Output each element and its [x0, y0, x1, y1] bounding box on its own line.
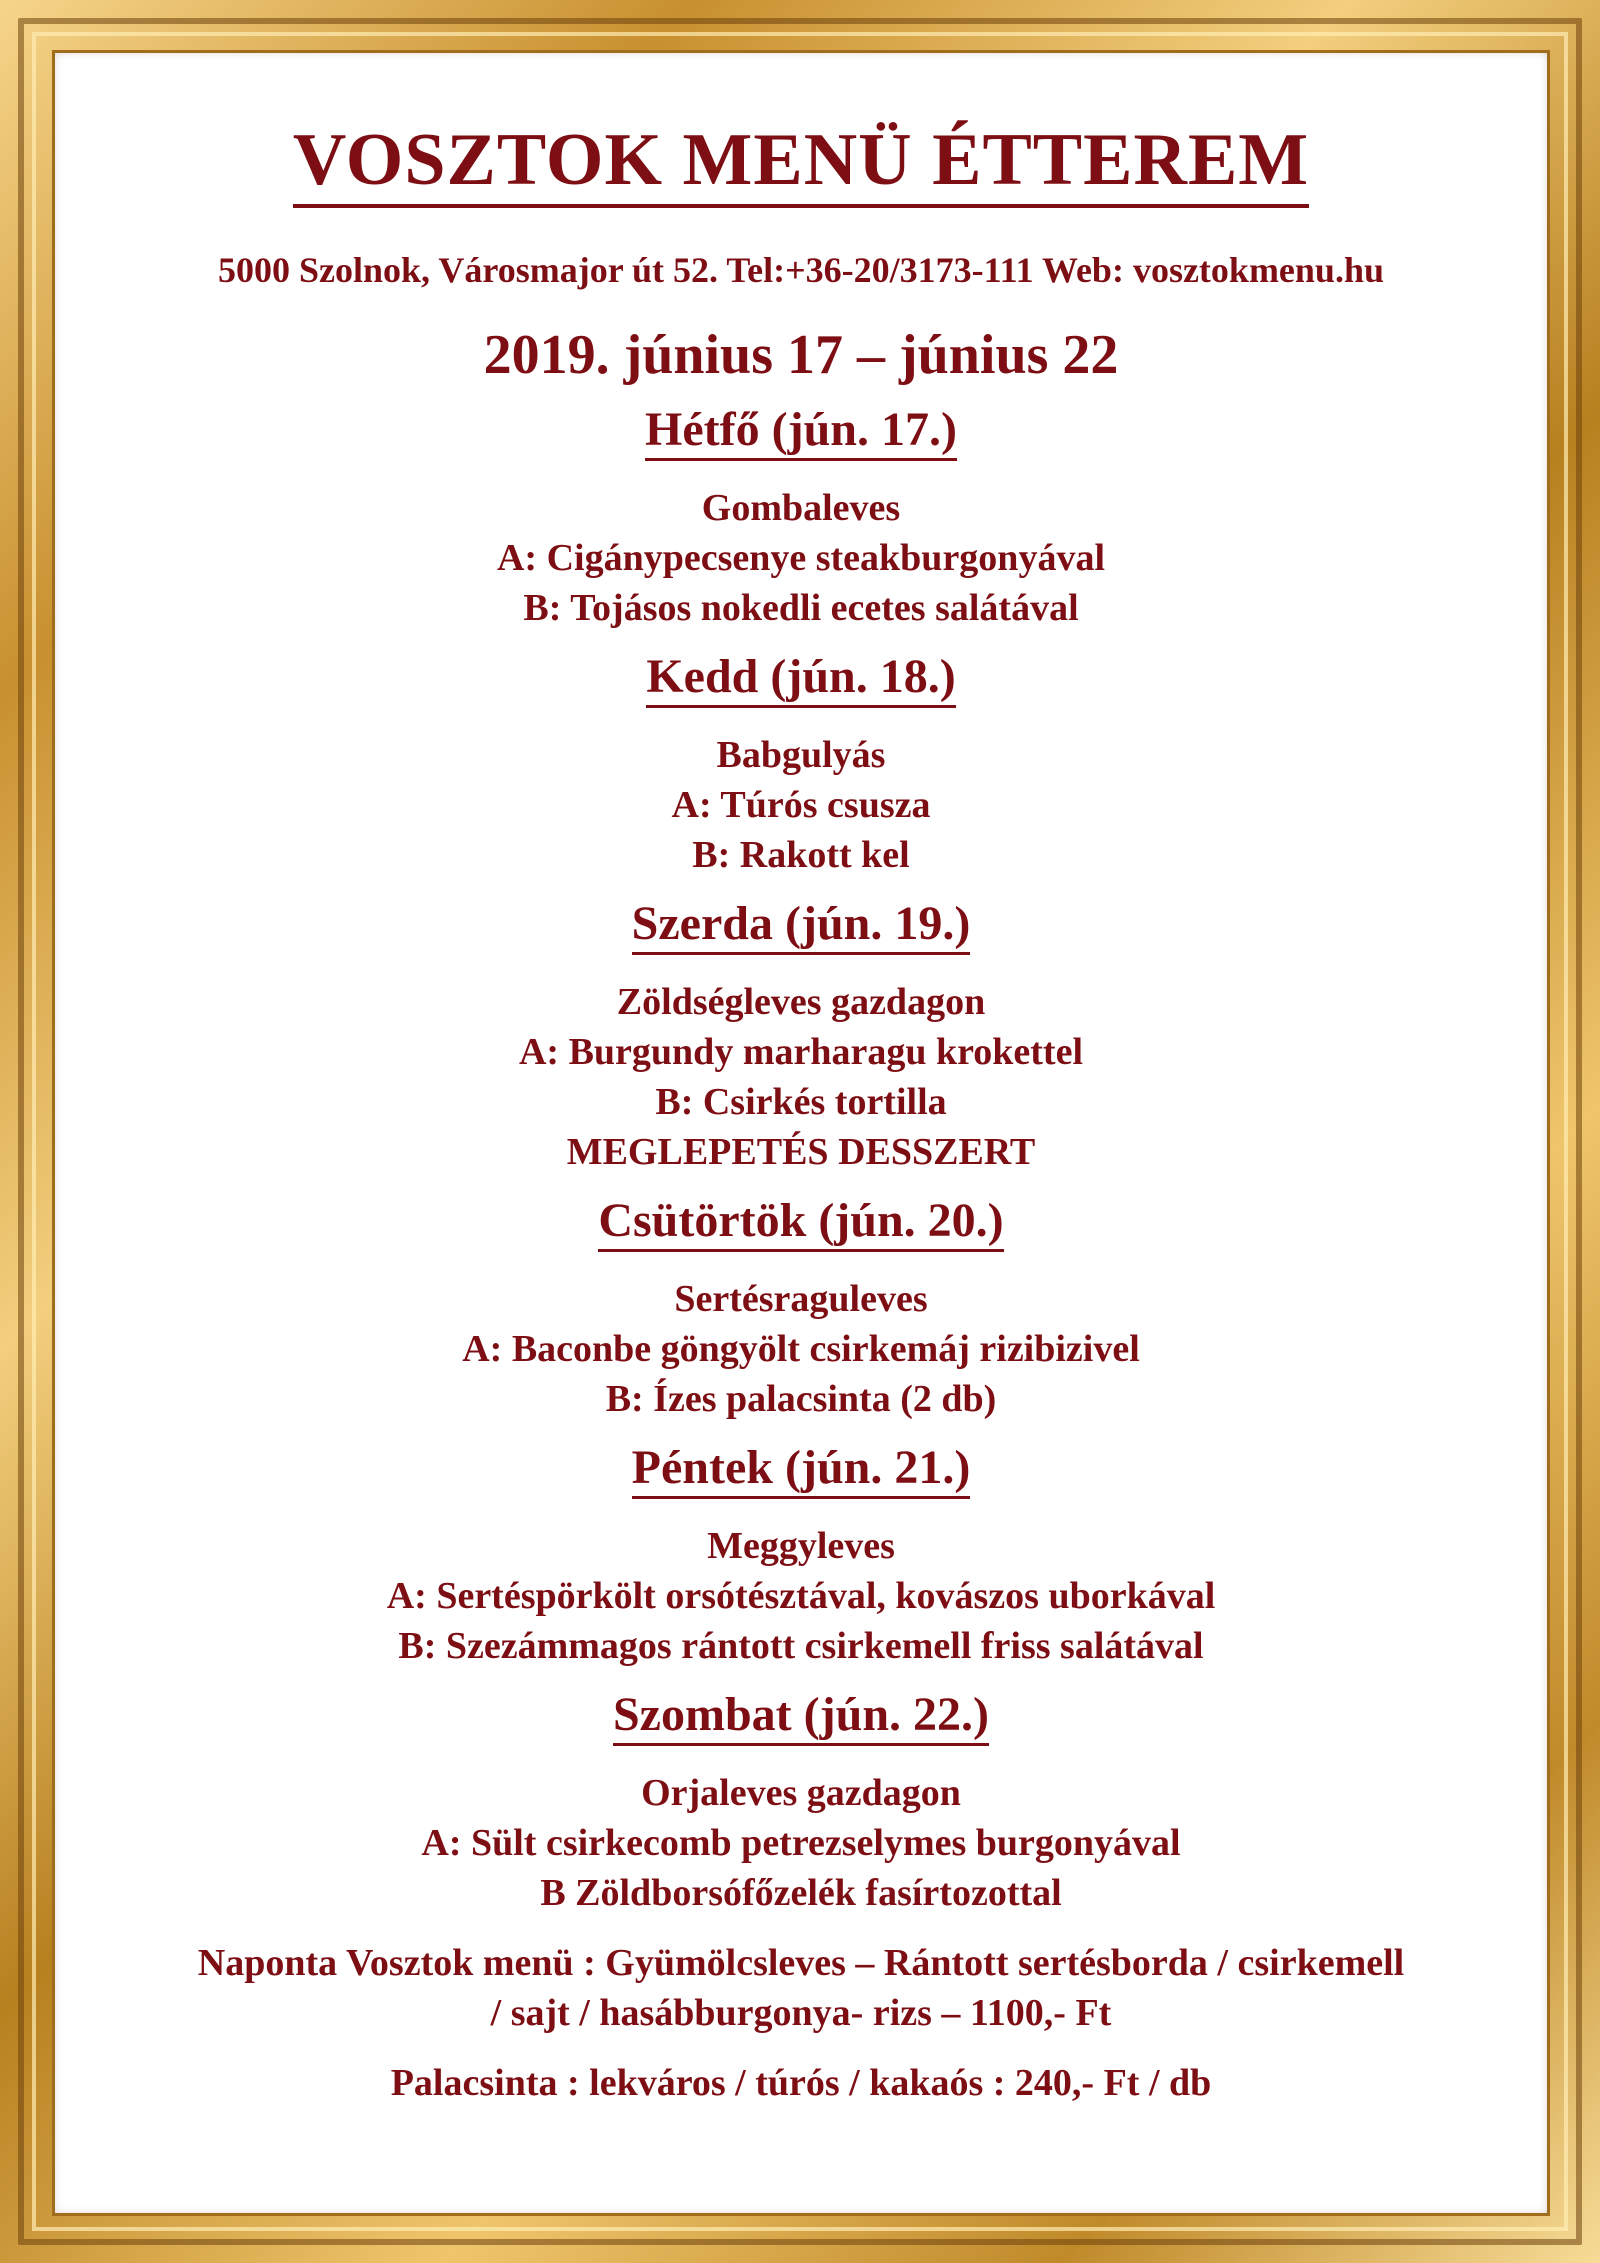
dish-dessert: MEGLEPETÉS DESSZERT: [566, 1131, 1036, 1173]
dish-a: A: Sült csirkecomb petrezselymes burgonyával: [421, 1822, 1181, 1864]
day-title: Hétfő (jún. 17.): [645, 402, 957, 461]
dish-soup: Gombaleves: [701, 487, 901, 529]
menu-content: [52, 50, 1550, 2108]
restaurant-address: 5000 Szolnok, Városmajor út 52. Tel:+36-20/3173-111 Web: vosztokmenu.hu: [218, 250, 1384, 290]
week-dates: 2019. június 17 – június 22: [483, 324, 1119, 386]
day-friday: [52, 1440, 1550, 1671]
day-title: Szerda (jún. 19.): [632, 896, 971, 955]
dish-a: A: Túrós csusza: [671, 784, 931, 826]
day-tuesday: [52, 649, 1550, 880]
dish-b: B: Csirkés tortilla: [655, 1081, 947, 1123]
dish-soup: Babgulyás: [716, 734, 886, 776]
day-wednesday: [52, 896, 1550, 1177]
day-title: Kedd (jún. 18.): [646, 649, 955, 708]
dish-b: B: Szezámmagos rántott csirkemell friss salátával: [398, 1625, 1204, 1667]
menu-paper: [52, 50, 1550, 2216]
day-monday: [52, 402, 1550, 633]
day-title: Szombat (jún. 22.): [613, 1687, 989, 1746]
dish-b: B: Rakott kel: [692, 834, 910, 876]
day-title: Csütörtök (jún. 20.): [598, 1193, 1003, 1252]
dish-soup: Zöldségleves gazdagon: [616, 981, 986, 1023]
dish-b: B: Ízes palacsinta (2 db): [605, 1378, 997, 1420]
dish-soup: Meggyleves: [707, 1525, 895, 1567]
restaurant-title: VOSZTOK MENÜ ÉTTEREM: [293, 116, 1309, 208]
dish-b: B Zöldborsófőzelék fasírtozottal: [540, 1872, 1062, 1914]
daily-menu-line-2: / sajt / hasábburgonya- rizs – 1100,- Ft: [490, 1992, 1112, 2034]
day-title: Péntek (jún. 21.): [632, 1440, 971, 1499]
day-saturday: [52, 1687, 1550, 1918]
dish-soup: Orjaleves gazdagon: [641, 1772, 961, 1814]
dish-b: B: Tojásos nokedli ecetes salátával: [523, 587, 1079, 629]
day-thursday: [52, 1193, 1550, 1424]
pancake-note: Palacsinta : lekváros / túrós / kakaós : 240,- Ft / db: [390, 2062, 1212, 2104]
dish-soup: Sertésraguleves: [674, 1278, 928, 1320]
daily-menu-line-1: Naponta Vosztok menü : Gyümölcsleves – Rántott sertésborda / csirkemell: [197, 1942, 1405, 1984]
dish-a: A: Sertéspörkölt orsótésztával, kovászos uborkával: [386, 1575, 1216, 1617]
dish-a: A: Baconbe göngyölt csirkemáj rizibizivel: [462, 1328, 1140, 1370]
dish-a: A: Cigánypecsenye steakburgonyával: [496, 537, 1106, 579]
title-wrap: [52, 50, 1550, 208]
dish-a: A: Burgundy marharagu krokettel: [518, 1031, 1084, 1073]
daily-menu-note: [52, 1938, 1550, 2038]
